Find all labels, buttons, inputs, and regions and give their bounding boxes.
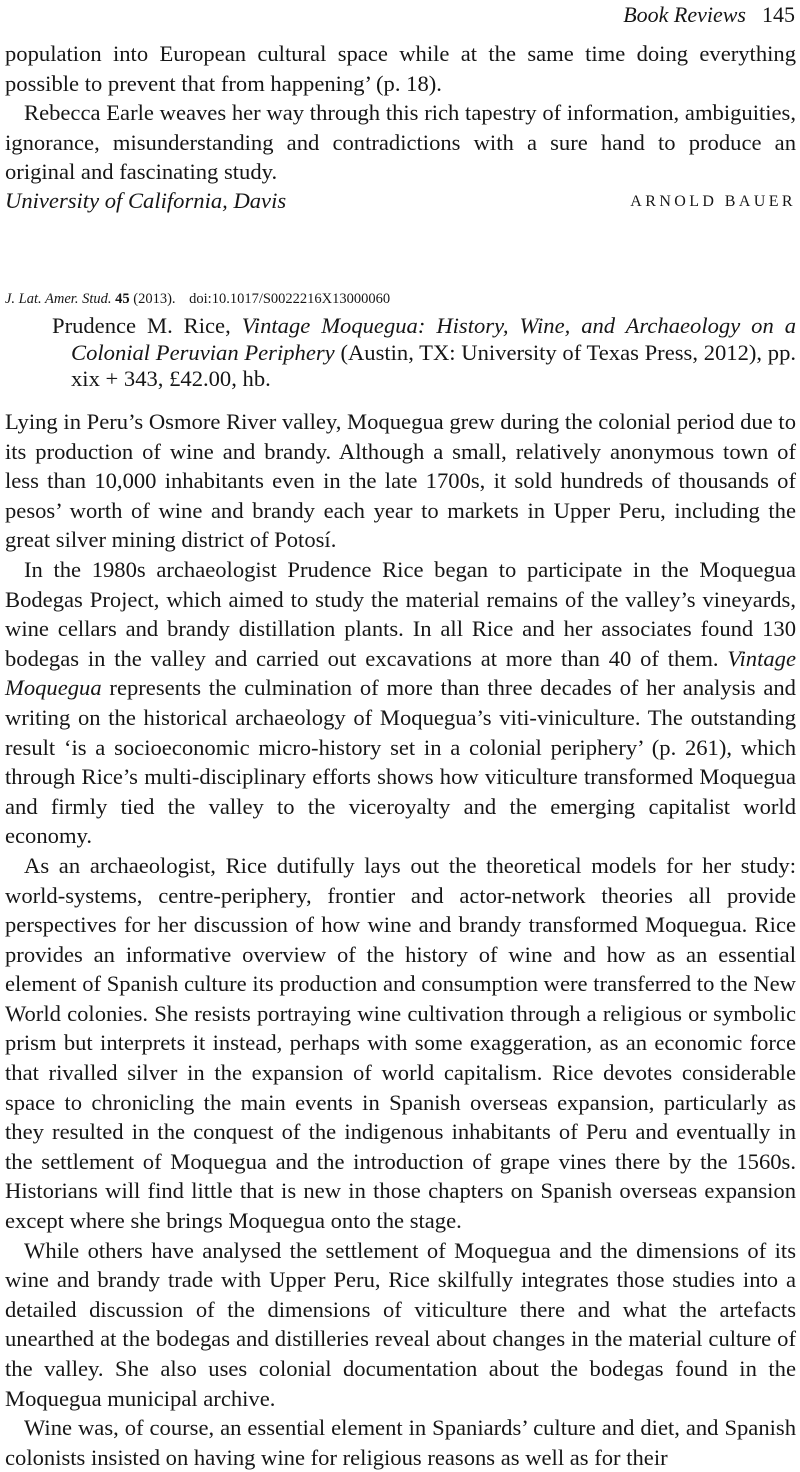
review-paragraph: While others have analysed the settlement of Moquegua and the dimensions of its wine and brandy trade with Upper Peru, Rice skilfully integrates those studies into a detailed discussion of the dimensions of viticulture there and what the artefacts unearthed at the bodegas and distilleries reveal about changes in the material culture of the valley. She also uses colonial documentation about the bodegas found in the Moquegua municipal archive. <box>5 1237 796 1411</box>
book-reference <box>52 313 796 393</box>
review-text: In the 1980s archaeologist Prudence Rice began to participate in the Moquegua Bodegas Project, which aimed to study the material remains of the valley’s vineyards, wine cellars and brandy distillation plants. In all Rice and her associates found 130 bodegas in the valley and carried out excavations at more than 40 of them. <box>5 556 796 671</box>
journal-citation <box>5 290 390 308</box>
review-paragraph: As an archaeologist, Rice dutifully lays out the theoretical models for her study: world-systems, centre-periphery, frontier and actor-network theories all provide perspectives for her discussion of how wine and brandy transformed Moquegua. Rice provides an informative overview of the history of wine and how as an essential element of Spanish culture its production and consumption were transferred to the New World colonies. She resists portraying wine cultivation through a religious or symbolic prism but interprets it instead, perhaps with some exaggeration, as an economic force that rivalled silver in the expansion of world capitalism. Rice devotes considerable space to chronicling the main events in Spanish overseas expansion, particularly as they resulted in the conquest of the indigenous inhabitants of Peru and eventually in the settlement of Moquegua and the introduction of grape vines there by the 1560s. Historians will find little that is new in those chapters on Spanish overseas expansion except where she brings Moquegua onto the stage. <box>5 852 796 1234</box>
running-head-section: Book Reviews <box>623 2 746 27</box>
review-paragraph: Wine was, of course, an essential element in Spaniards’ culture and diet, and Spanish colonists insisted on having wine for religious reasons as well as for their <box>5 1415 796 1470</box>
running-head <box>623 2 795 28</box>
journal-year: (2013). <box>133 291 176 307</box>
review-text: represents the culmination of more than three decades of her analysis and writing on the historical archaeology of Moquegua’s viti-viniculture. The outstanding result ‘is a socioeconomic micro-history set in a colonial periphery’ (p. 261), which through Rice’s multi-disciplinary efforts shows how viticulture transformed Moquegua and firmly tied the valley to the viceroyalty and the emerging capitalist world economy. <box>5 675 796 849</box>
review-paragraph <box>5 555 796 851</box>
doi: doi:10.1017/S0022216X13000060 <box>189 291 391 307</box>
journal-abbrev: J. Lat. Amer. Stud. <box>5 291 112 307</box>
reviewer-affiliation: University of California, Davis <box>5 188 287 213</box>
previous-review-end <box>5 39 796 187</box>
previous-review-paragraph: population into European cultural space while at the same time doing everything possible to prevent that from happening’ (p. 18). <box>5 41 796 96</box>
review-body <box>5 407 796 1472</box>
book-author: Prudence M. Rice, <box>52 313 231 338</box>
journal-volume: 45 <box>115 291 130 307</box>
book-title-inline: Vintage Moquegua <box>5 645 796 701</box>
previous-review-paragraph: Rebecca Earle weaves her way through this rich tapestry of information, ambiguities, ignorance, misunderstanding and contradictions with a sure hand to produce an original and fascinating study. <box>5 100 796 185</box>
reviewer-signature <box>5 186 796 216</box>
page-number: 145 <box>762 2 795 27</box>
reviewer-name: ARNOLD BAUER <box>630 193 796 210</box>
book-title: Vintage Moquegua: History, Wine, and Archaeology on a Colonial Peruvian Periphery <box>71 313 796 365</box>
review-paragraph: Lying in Peru’s Osmore River valley, Moquegua grew during the colonial period due to its production of wine and brandy. Although a small, relatively anonymous town of less than 10,000 inhabitants even in the late 1700s, it sold hundreds of thousands of pesos’ worth of wine and brandy each year to markets in Upper Peru, including the great silver mining district of Potosí. <box>5 409 796 553</box>
book-publication: (Austin, TX: University of Texas Press, 2012), pp. xix + 343, £42.00, hb. <box>71 339 797 391</box>
